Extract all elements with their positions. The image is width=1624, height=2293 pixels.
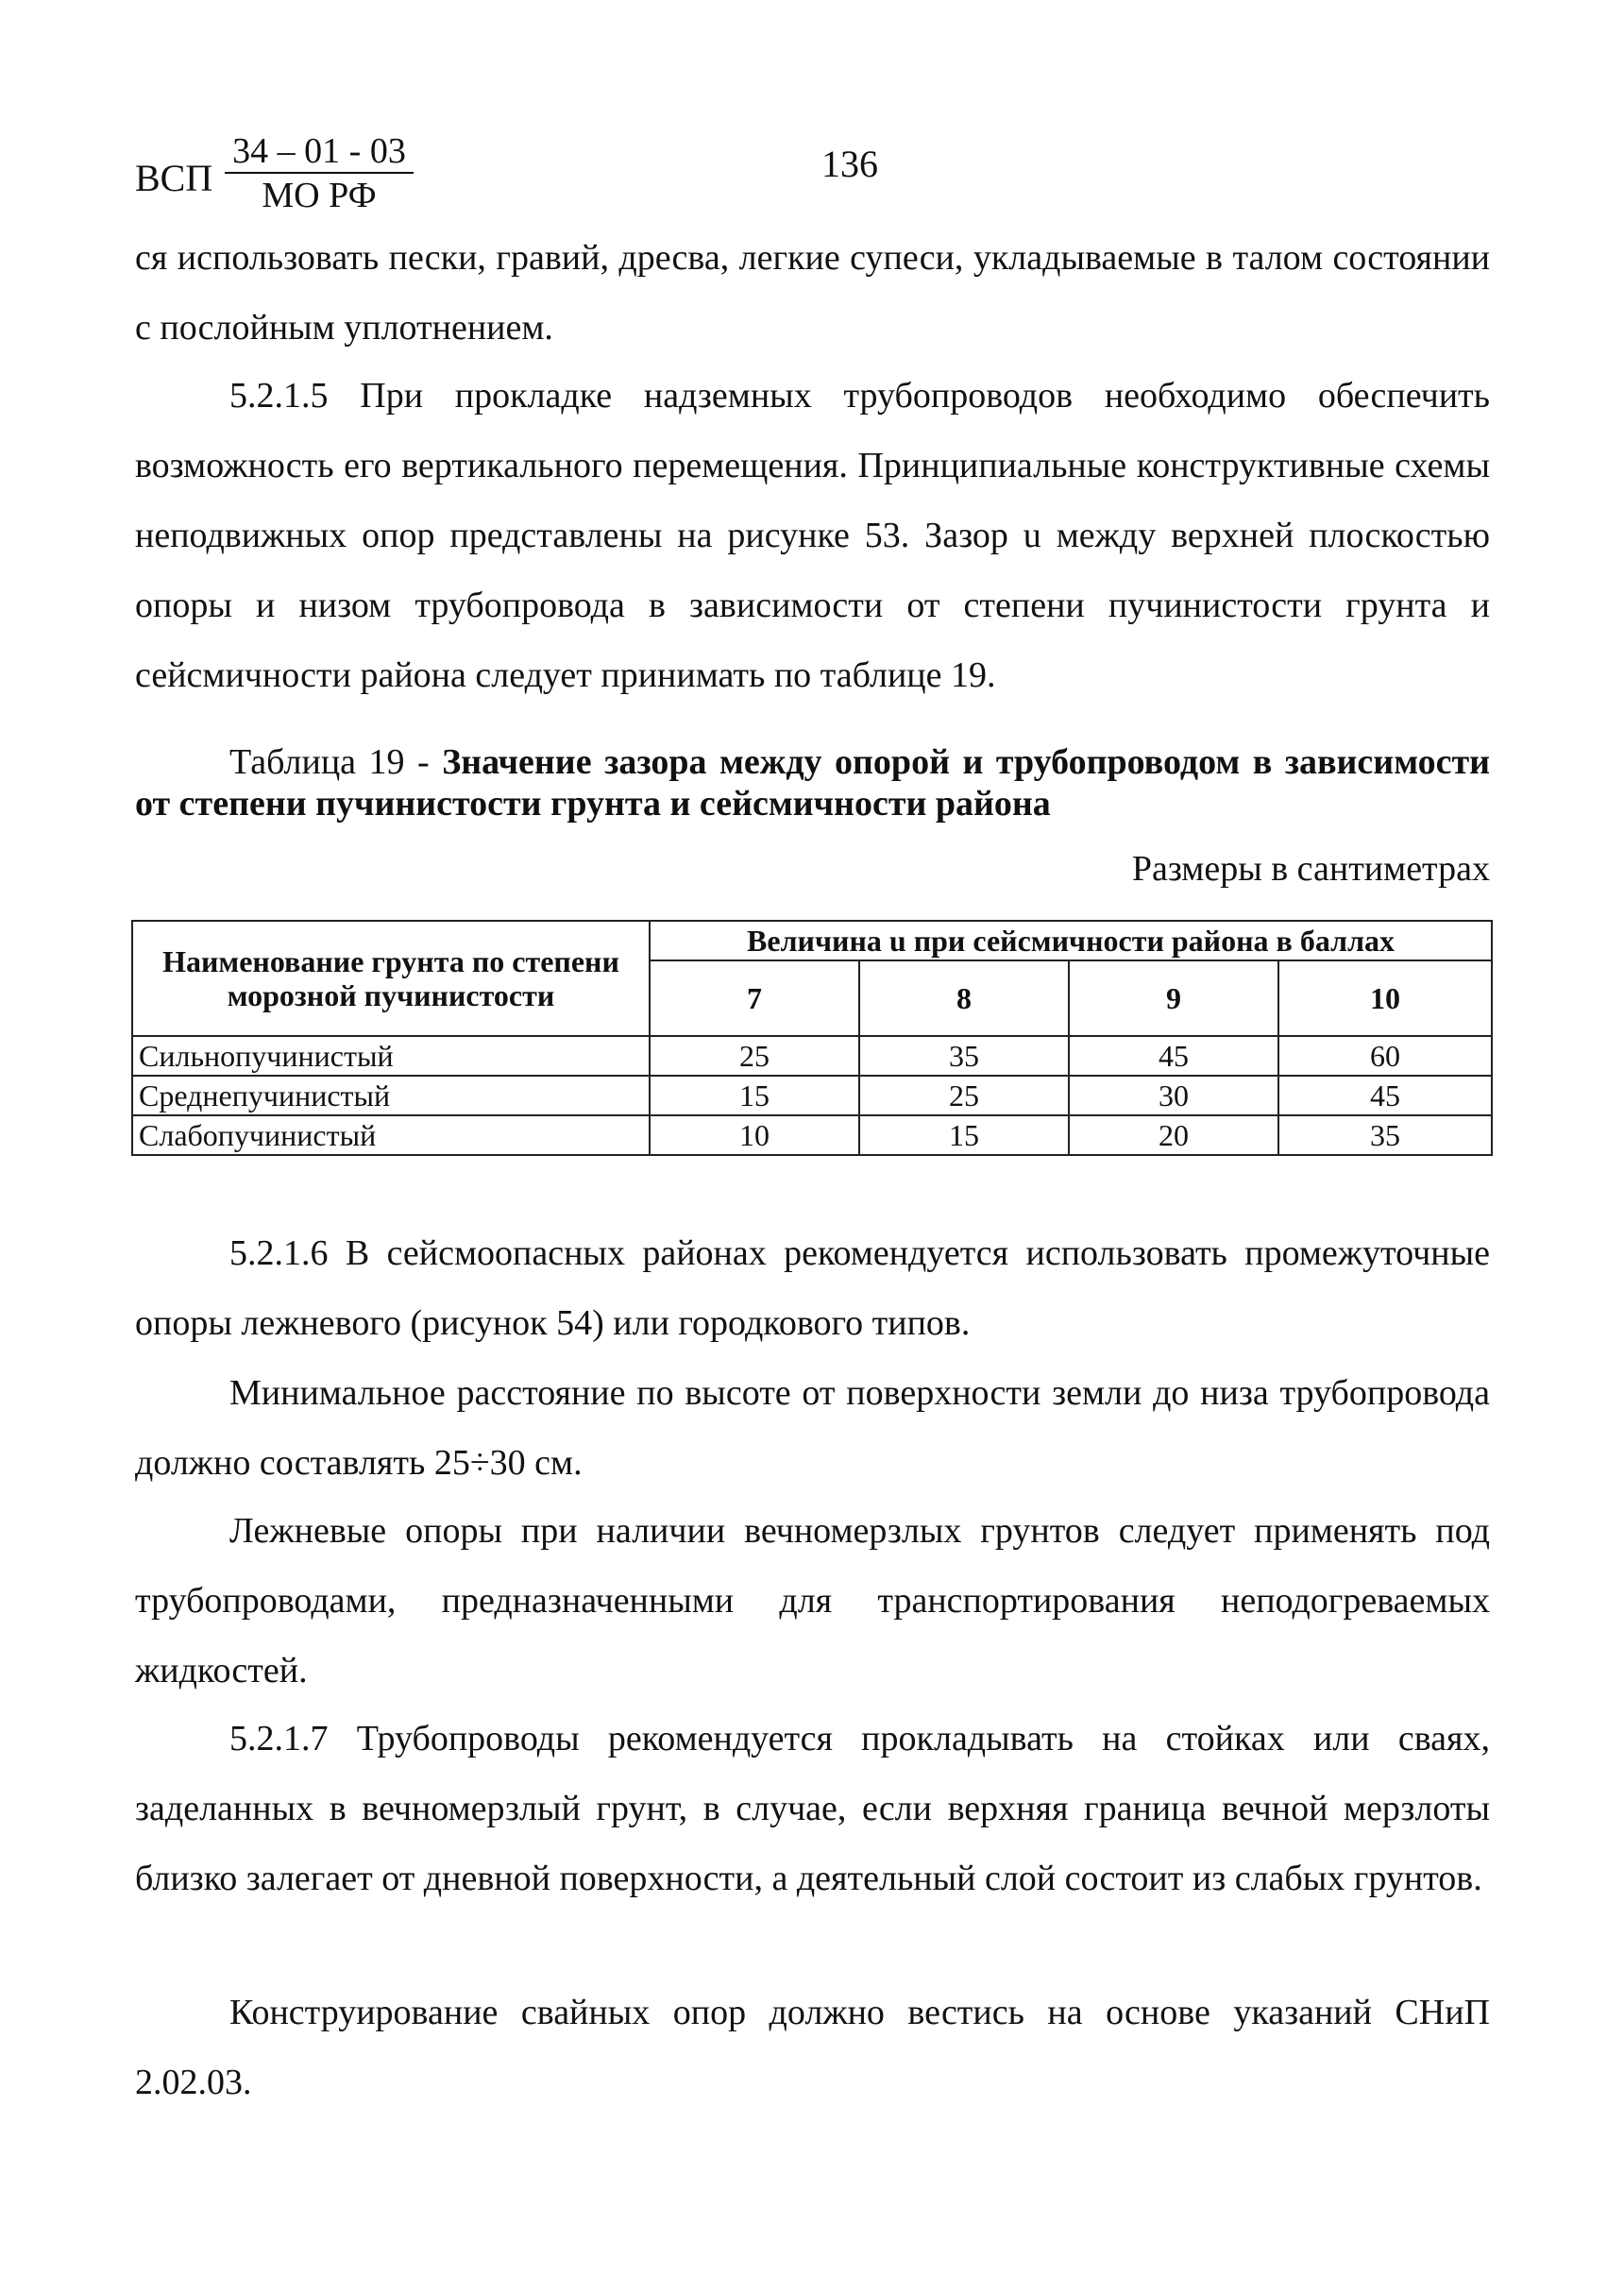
document-code-numerator: 34 – 01 - 03	[225, 130, 414, 174]
cell-value: 25	[859, 1076, 1069, 1115]
paragraph-5-2-1-5: 5.2.1.5 При прокладке надземных трубопроводов необходимо обеспечить возможность его вертикального перемещения. Принципиальные конструктивные схемы неподвижных опор представлены на рисунке 53. Зазор u между верхней плоскостью опоры и низом трубопровода в зависимости от степени пучинистости грунта и сейсмичности района следует принимать по таблице 19.	[135, 376, 1490, 695]
paragraph-lezhnevye-supports: Лежневые опоры при наличии вечномерзлых грунтов следует применять под трубопроводами, предназначенными для транспортирования неподогреваемых жидкостей.	[135, 1511, 1490, 1690]
paragraph-5-2-1-7: 5.2.1.7 Трубопроводы рекомендуется прокладывать на стойках или сваях, заделанных в вечномерзлый грунт, в случае, если верхняя граница вечной мерзлоты близко залегает от дневной поверхности, а деятельный слой состоит из слабых грунтов.	[135, 1719, 1490, 1898]
table-caption-title: Значение зазора между опорой и трубопроводом в зависимости от степени пучинистости грунта и сейсмичности района	[135, 742, 1491, 824]
cell-value: 60	[1278, 1036, 1492, 1076]
column-header-7: 7	[650, 960, 859, 1036]
cell-value: 15	[650, 1076, 859, 1115]
table-units: Размеры в сантиметрах	[1131, 849, 1490, 889]
paragraph-continuation: ся использовать пески, гравий, дресва, легкие супеси, укладываемые в талом состоянии с послойным уплотнением.	[135, 238, 1490, 348]
document-code-prefix: ВСП	[135, 157, 213, 199]
gap-table	[131, 920, 1493, 1156]
column-header-soil: Наименование грунта по степени морозной пучинистости	[132, 921, 650, 1036]
cell-value: 10	[650, 1115, 859, 1155]
row-name: Сильнопучинистый	[132, 1036, 650, 1076]
cell-value: 15	[859, 1115, 1069, 1155]
cell-value: 25	[650, 1036, 859, 1076]
row-name: Слабопучинистый	[132, 1115, 650, 1155]
paragraph-min-distance: Минимальное расстояние по высоте от поверхности земли до низа трубопровода должно составлять 25÷30 см.	[135, 1373, 1490, 1483]
document-code-denominator: МО РФ	[262, 176, 377, 215]
cell-value: 45	[1069, 1036, 1278, 1076]
page-number: 136	[821, 143, 878, 185]
column-group-header: Величина u при сейсмичности района в баллах	[650, 921, 1492, 960]
table-row	[132, 1115, 1492, 1155]
paragraph-pile-supports: Конструирование свайных опор должно вестись на основе указаний СНиП 2.02.03.	[135, 1993, 1490, 2102]
column-header-8: 8	[859, 960, 1069, 1036]
paragraph-5-2-1-6: 5.2.1.6 В сейсмоопасных районах рекомендуется использовать промежуточные опоры лежневого (рисунок 54) или городкового типов.	[135, 1233, 1490, 1343]
column-header-9: 9	[1069, 960, 1278, 1036]
cell-value: 30	[1069, 1076, 1278, 1115]
table-header-row	[132, 921, 1492, 960]
cell-value: 35	[1278, 1115, 1492, 1155]
table-caption-separator: -	[404, 742, 443, 782]
table-caption	[135, 741, 1490, 824]
cell-value: 35	[859, 1036, 1069, 1076]
cell-value: 45	[1278, 1076, 1492, 1115]
document-code-fraction	[225, 130, 414, 217]
row-name: Среднепучинистый	[132, 1076, 650, 1115]
table-row	[132, 1076, 1492, 1115]
cell-value: 20	[1069, 1115, 1278, 1155]
table-row	[132, 1036, 1492, 1076]
column-header-10: 10	[1278, 960, 1492, 1036]
table-caption-label: Таблица 19	[229, 742, 405, 782]
